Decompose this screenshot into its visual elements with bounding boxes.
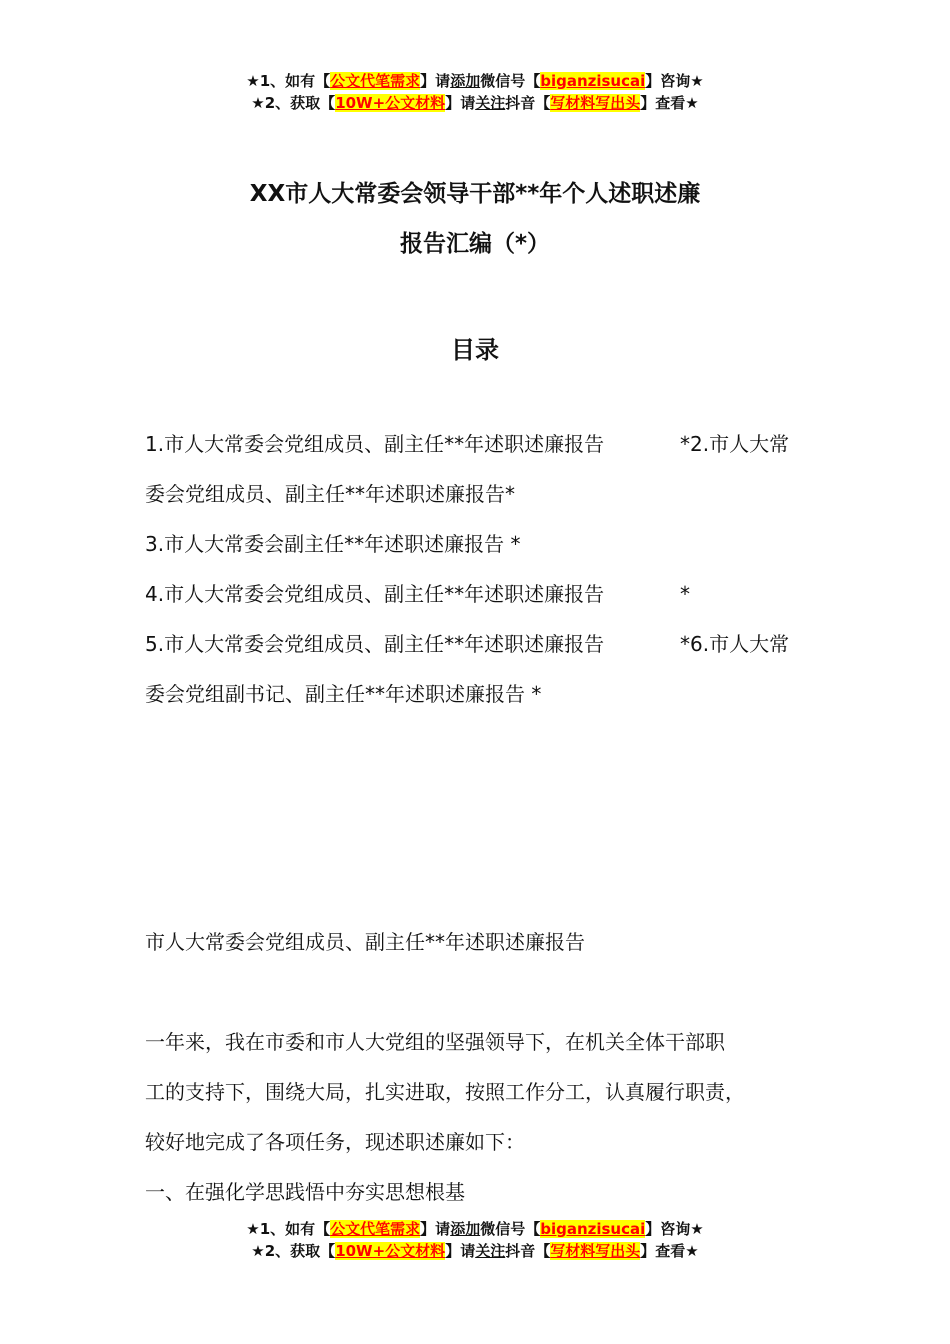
toc-item-4-star: * xyxy=(680,582,690,606)
toc-item-3: 3.市人大常委会副主任**年述职述廉报告 * xyxy=(145,532,521,556)
promo-text: ★2、获取【 xyxy=(251,1242,336,1260)
promo-text: 抖音【 xyxy=(505,94,551,112)
promo-line-2 xyxy=(0,1240,950,1262)
promo-line-2 xyxy=(0,92,950,114)
promo-text: 】请 xyxy=(445,94,476,112)
promo-underline: 关注 xyxy=(475,1242,506,1260)
promo-highlight: biganzisucai xyxy=(540,1220,646,1238)
toc-item-2-start: *2.市人大常 xyxy=(680,432,790,456)
document-title-line-2: 报告汇编（*） xyxy=(399,231,551,257)
promo-text: ★2、获取【 xyxy=(251,94,336,112)
promo-highlight: biganzisucai xyxy=(540,72,646,90)
promo-text: 】查看★ xyxy=(640,1242,699,1260)
promo-underline: 添加 xyxy=(450,72,481,90)
promo-line-1 xyxy=(0,1218,950,1240)
toc-heading: 目录 xyxy=(451,336,499,364)
promo-text: ★1、如有【 xyxy=(246,1220,331,1238)
promo-text: 】请 xyxy=(420,72,451,90)
toc-item-1: 1.市人大常委会党组成员、副主任**年述职述廉报告 xyxy=(145,432,605,456)
promo-banner-top xyxy=(0,70,950,114)
toc-item-4: 4.市人大常委会党组成员、副主任**年述职述廉报告 xyxy=(145,582,605,606)
promo-highlight: 公文代笔需求 xyxy=(330,72,421,90)
section-heading-1: 一、在强化学思践悟中夯实思想根基 xyxy=(145,1180,465,1204)
promo-highlight: 公文代笔需求 xyxy=(330,1220,421,1238)
promo-underline: 添加 xyxy=(450,1220,481,1238)
paragraph-line-3: 较好地完成了各项任务，现述职述廉如下： xyxy=(145,1130,525,1154)
toc-item-2-cont: 委会党组成员、副主任**年述职述廉报告* xyxy=(145,482,515,506)
promo-text: 微信号【 xyxy=(480,1220,541,1238)
promo-text: ★1、如有【 xyxy=(246,72,331,90)
toc-item-6-cont: 委会党组副书记、副主任**年述职述廉报告 * xyxy=(145,682,542,706)
report-title: 市人大常委会党组成员、副主任**年述职述廉报告 xyxy=(145,930,585,954)
promo-text: 】请 xyxy=(420,1220,451,1238)
promo-text: 微信号【 xyxy=(480,72,541,90)
paragraph-line-1: 一年来，我在市委和市人大党组的坚强领导下，在机关全体干部职 xyxy=(145,1030,725,1054)
promo-line-1 xyxy=(0,70,950,92)
promo-underline: 关注 xyxy=(475,94,506,112)
promo-highlight: 写材料写出头 xyxy=(550,94,641,112)
promo-highlight: 10W+公文材料 xyxy=(335,1242,446,1260)
toc-item-6-start: *6.市人大常 xyxy=(680,632,790,656)
promo-text: 抖音【 xyxy=(505,1242,551,1260)
paragraph-line-2: 工的支持下，围绕大局，扎实进取，按照工作分工，认真履行职责， xyxy=(145,1080,745,1104)
toc-item-5: 5.市人大常委会党组成员、副主任**年述职述廉报告 xyxy=(145,632,605,656)
promo-highlight: 写材料写出头 xyxy=(550,1242,641,1260)
promo-text: 】咨询★ xyxy=(645,1220,704,1238)
promo-highlight: 10W+公文材料 xyxy=(335,94,446,112)
promo-banner-bottom xyxy=(0,1218,950,1262)
promo-text: 】请 xyxy=(445,1242,476,1260)
promo-text: 】查看★ xyxy=(640,94,699,112)
document-title-line-1: XX市人大常委会领导干部**年个人述职述廉 xyxy=(249,181,701,207)
promo-text: 】咨询★ xyxy=(645,72,704,90)
